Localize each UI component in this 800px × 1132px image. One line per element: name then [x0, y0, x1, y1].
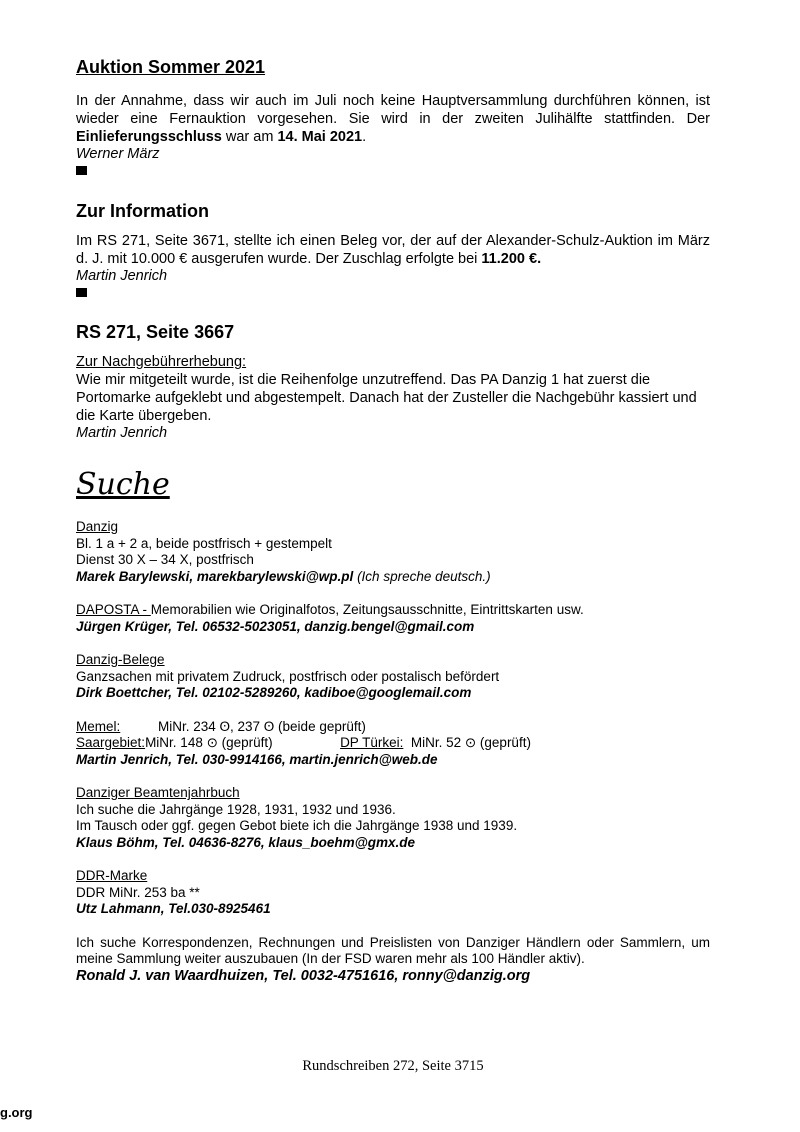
- item-heading: DDR-Marke: [76, 868, 148, 883]
- item-line: Ganzsachen mit privatem Zudruck, postfrisch oder postalisch befördert: [76, 668, 500, 684]
- item-contact: Jürgen Krüger, Tel. 06532-5023051, danzig.bengel@gmail.com: [76, 618, 475, 634]
- item-line: Saargebiet: MiNr. 148 ⊙ (geprüft) DP Türkei: MiNr. 52 ⊙ (geprüft): [76, 735, 531, 750]
- section-suche: [76, 467, 710, 984]
- list-item: [76, 868, 710, 918]
- corner-fragment: g.org: [0, 1105, 33, 1120]
- list-item: [76, 935, 710, 985]
- item-heading: Danziger Beamtenjahrbuch: [76, 785, 240, 800]
- list-item: [76, 785, 710, 851]
- section-title: RS 271, Seite 3667: [76, 322, 235, 342]
- item-line: Bl. 1 a + 2 a, beide postfrisch + gestempelt: [76, 535, 332, 551]
- item-contact: Ronald J. van Waardhuizen, Tel. 0032-4751616, ronny@danzig.org: [76, 967, 531, 984]
- signature: Martin Jenrich: [76, 425, 168, 441]
- section-subheading: Zur Nachgebührerhebung:: [76, 354, 247, 370]
- end-square-icon: [76, 166, 87, 175]
- end-square-icon: [76, 288, 87, 297]
- section-rs271: [76, 321, 710, 441]
- item-heading: DAPOSTA - Memorabilien wie Originalfotos, Zeitungsausschnitte, Eintrittskarten usw.: [76, 602, 584, 617]
- item-heading: Danzig: [76, 519, 119, 534]
- list-item: [76, 652, 710, 702]
- item-line: Ich suche die Jahrgänge 1928, 1931, 1932 und 1936.: [76, 801, 396, 817]
- list-item: [76, 602, 710, 635]
- item-line: DDR MiNr. 253 ba **: [76, 884, 200, 900]
- item-line: Dienst 30 X – 34 X, postfrisch: [76, 552, 254, 567]
- item-contact: Klaus Böhm, Tel. 04636-8276, klaus_boehm@gmx.de: [76, 834, 416, 850]
- section-paragraph: In der Annahme, dass wir auch im Juli noch keine Hauptversammlung durchführen können, ist wieder eine Fernauktion vorgesehen. Sie wird in der zweiten Julihälfte stattfinden. Der Einlieferungsschluss war am 14. Mai 2021.: [76, 93, 710, 145]
- item-contact: Martin Jenrich, Tel. 030-9914166, martin.jenrich@web.de: [76, 751, 438, 767]
- signature: Werner März: [76, 146, 160, 162]
- suche-title: Suche: [76, 467, 170, 502]
- item-line: Im Tausch oder ggf. gegen Gebot biete ich die Jahrgänge 1938 und 1939.: [76, 818, 518, 833]
- item-contact: Marek Barylewski, marekbarylewski@wp.pl (Ich spreche deutsch.): [76, 568, 491, 584]
- item-line: Ich suche Korrespondenzen, Rechnungen und Preislisten von Danziger Händlern oder Sammlern, um meine Sammlung weiter auszubauen (In der FSD waren mehr als 100 Händler aktiv).: [76, 934, 710, 966]
- item-contact: Dirk Boettcher, Tel. 02102-5289260, kadiboe@googlemail.com: [76, 685, 472, 700]
- section-information: [76, 200, 710, 297]
- section-auktion: [76, 56, 710, 175]
- item-line: Memel: MiNr. 234 ʘ, 237 ʘ (beide geprüft): [76, 718, 366, 734]
- section-paragraph: Im RS 271, Seite 3671, stellte ich einen Beleg vor, der auf der Alexander-Schulz-Auktion im März d. J. mit 10.000 € ausgerufen wurde. Der Zuschlag erfolgte bei 11.200 €.: [76, 233, 710, 267]
- signature: Martin Jenrich: [76, 268, 168, 284]
- item-heading: Danzig-Belege: [76, 652, 165, 667]
- page-footer: Rundschreiben 272, Seite 3715: [302, 1058, 484, 1074]
- item-contact: Utz Lahmann, Tel.030-8925461: [76, 901, 271, 916]
- section-title: Zur Information: [76, 201, 209, 221]
- document-page: [76, 56, 710, 984]
- list-item: [76, 719, 710, 769]
- list-item: [76, 519, 710, 585]
- section-paragraph: Wie mir mitgeteilt wurde, ist die Reihenfolge unzutreffend. Das PA Danzig 1 hat zuerst die Portomarke aufgeklebt und abgestempelt. Danach hat der Zusteller die Nachgebühr kassiert und die Karte übergeben.: [76, 372, 697, 424]
- section-title: Auktion Sommer 2021: [76, 57, 266, 77]
